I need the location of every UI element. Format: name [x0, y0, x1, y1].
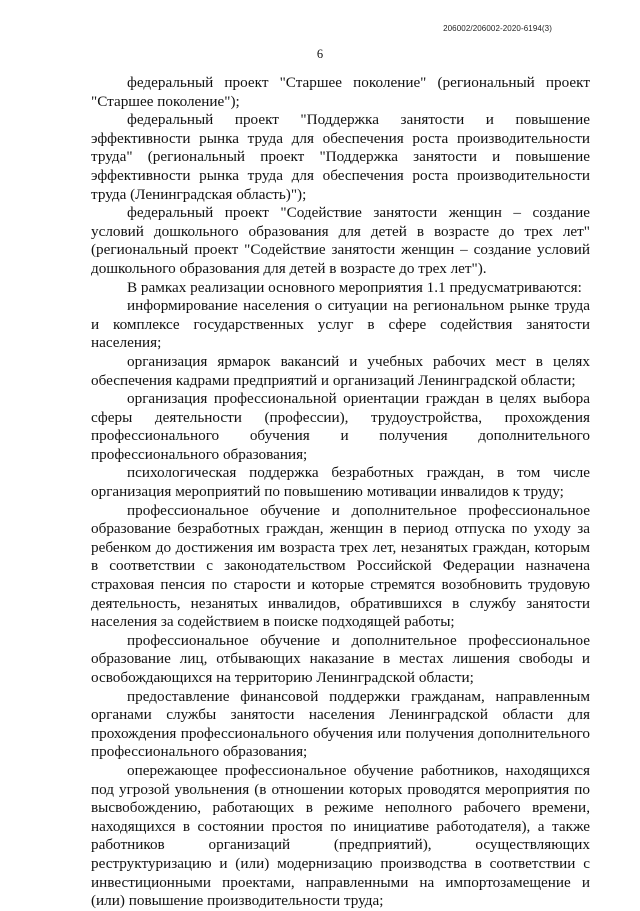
paragraph-career-guidance: организация профессиональной ориентации граждан в целях выбора сферы деятельности (профессии), трудоустройства, прохождения профессионального обучения и получения дополнительного профессионального образования; [91, 390, 590, 463]
paragraph-training-prisoners: профессиональное обучение и дополнительное профессиональное образование лиц, отбывающих наказание в местах лишения свободы и освобождающихся на территорию Ленинградской области; [91, 631, 590, 686]
document-id: 206002/206002-2020-6194(3) [443, 24, 552, 33]
page-number: 6 [316, 47, 324, 61]
document-body [91, 74, 590, 911]
paragraph-advance-training: опережающее профессиональное обучение работников, находящихся под угрозой увольнения (в отношении которых проводятся мероприятия по высвобождению, работающих в режиме неполного рабочего времени, находящихся в состоянии простоя по инициативе работодателя), а также работников организаций (предприятий), осуществляющих реструктуризацию и (или) модернизацию производства в соответствии с инвестиционными проектами, направленными на импортозамещение и (или) повышение производительности труда; [91, 761, 590, 910]
paragraph-financial-support: предоставление финансовой поддержки гражданам, направленным органами службы занятости населения Ленинградской области для прохождения профессионального обучения или получения дополнительного профессионального образования; [91, 687, 590, 761]
paragraph-federal-project-women-employment: федеральный проект "Содействие занятости женщин – создание условий дошкольного образования для детей в возрасте до трех лет" (региональный проект "Содействие занятости женщин – создание условий дошкольного образования для детей в возрасте до трех лет"). [91, 204, 590, 277]
paragraph-measure-intro: В рамках реализации основного мероприятия 1.1 предусматриваются: [127, 278, 582, 296]
paragraph-informing-population: информирование населения о ситуации на региональном рынке труда и комплексе государственных услуг в сфере содействия занятости населения; [91, 297, 590, 352]
paragraph-psychological-support: психологическая поддержка безработных граждан, в том числе организация мероприятий по повышению мотивации инвалидов к труду; [91, 464, 590, 501]
paragraph-job-fairs: организация ярмарок вакансий и учебных рабочих мест в целях обеспечения кадрами предприятий и организаций Ленинградской области; [91, 352, 590, 389]
paragraph-vocational-training: профессиональное обучение и дополнительное профессиональное образование безработных граждан, женщин в период отпуска по уходу за ребенком до достижения им возраста трех лет, незанятых граждан, которым в соответствии с законодательством Российской Федерации назначена страховая пенсия по старости и которые стремятся возобновить трудовую деятельность, незанятых инвалидов, обратившихся в службу занятости населения за содействием в поиске подходящей работы; [91, 501, 590, 631]
paragraph-federal-project-older-generation: федеральный проект "Старшее поколение" (региональный проект "Старшее поколение"); [91, 74, 590, 110]
paragraph-federal-project-employment-support: федеральный проект "Поддержка занятости и повышение эффективности рынка труда для обеспечения роста производительности труда" (региональный проект "Поддержка занятости и повышение эффективности рынка труда для обеспечения роста производительности труда (Ленинградская область)"); [91, 111, 590, 203]
